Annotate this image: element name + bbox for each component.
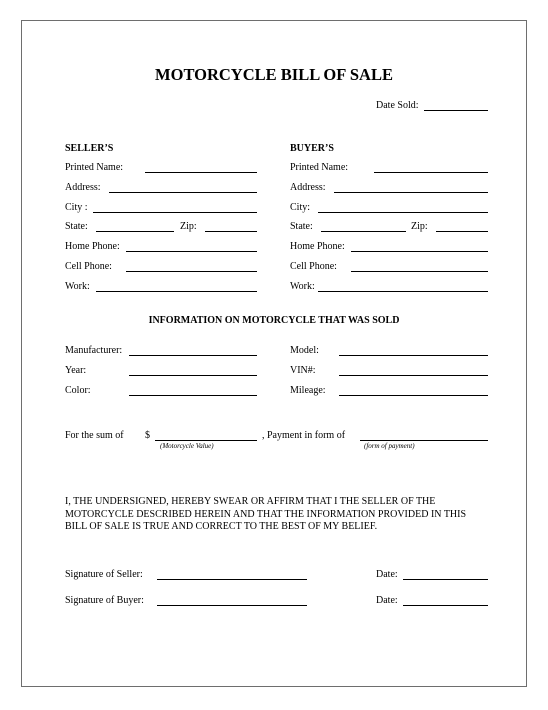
buyer-signature-field[interactable]	[157, 605, 307, 606]
seller-printed-name-field[interactable]	[145, 172, 257, 173]
payment-form-field[interactable]	[360, 440, 488, 441]
buyer-city-label: City:	[290, 202, 311, 213]
seller-home-phone-field[interactable]	[126, 251, 257, 252]
declaration-paragraph	[65, 496, 466, 534]
buyer-city-field[interactable]	[318, 212, 488, 213]
seller-home-phone-label: Home Phone:	[65, 241, 120, 252]
seller-cell-phone-field[interactable]	[126, 271, 257, 272]
seller-city-label: City :	[65, 202, 88, 213]
buyer-signature-label: Signature of Buyer:	[65, 595, 144, 606]
buyer-address-label: Address:	[290, 182, 326, 193]
year-label: Year:	[65, 365, 87, 376]
mileage-field[interactable]	[339, 395, 488, 396]
buyer-work-field[interactable]	[318, 291, 488, 292]
buyer-date-label: Date:	[376, 595, 398, 606]
buyer-work-label: Work:	[290, 281, 315, 292]
seller-state-field[interactable]	[96, 231, 174, 232]
currency-symbol: $	[145, 430, 150, 441]
manufacturer-label: Manufacturer:	[65, 345, 123, 356]
buyer-cell-phone-field[interactable]	[351, 271, 488, 272]
motorcycle-value-hint: (Motorcycle Value)	[160, 442, 214, 450]
seller-address-label: Address:	[65, 182, 101, 193]
date-sold-field[interactable]	[424, 110, 488, 111]
buyer-state-field[interactable]	[321, 231, 406, 232]
declaration-line: BILL OF SALE IS TRUE AND CORRECT TO THE BEST OF MY BELIEF.	[65, 521, 378, 533]
buyer-date-field[interactable]	[403, 605, 488, 606]
sum-label: For the sum of	[65, 430, 124, 441]
buyer-state-label: State:	[290, 221, 313, 232]
seller-work-field[interactable]	[96, 291, 257, 292]
vin-label: VIN#:	[290, 365, 316, 376]
model-label: Model:	[290, 345, 319, 356]
buyer-cell-phone-label: Cell Phone:	[290, 261, 337, 272]
model-field[interactable]	[339, 355, 488, 356]
buyer-heading: BUYER’S	[290, 143, 334, 154]
buyer-printed-name-label: Printed Name:	[290, 162, 349, 173]
buyer-address-field[interactable]	[334, 192, 488, 193]
seller-cell-phone-label: Cell Phone:	[65, 261, 112, 272]
buyer-home-phone-field[interactable]	[351, 251, 488, 252]
seller-date-field[interactable]	[403, 579, 488, 580]
buyer-zip-label: Zip:	[411, 221, 428, 232]
color-field[interactable]	[129, 395, 257, 396]
year-field[interactable]	[129, 375, 257, 376]
seller-heading: SELLER’S	[65, 143, 114, 154]
seller-address-field[interactable]	[109, 192, 257, 193]
payment-form-hint: (form of payment)	[364, 442, 415, 450]
motorcycle-info-heading: INFORMATION ON MOTORCYCLE THAT WAS SOLD	[148, 315, 400, 326]
seller-state-label: State:	[65, 221, 88, 232]
declaration-line: I, THE UNDERSIGNED, HEREBY SWEAR OR AFFIRM THAT I THE SELLER OF THE	[65, 496, 436, 507]
buyer-printed-name-field[interactable]	[374, 172, 488, 173]
seller-signature-label: Signature of Seller:	[65, 569, 143, 580]
seller-zip-label: Zip:	[180, 221, 197, 232]
vin-field[interactable]	[339, 375, 488, 376]
seller-date-label: Date:	[376, 569, 398, 580]
seller-city-field[interactable]	[93, 212, 257, 213]
seller-signature-field[interactable]	[157, 579, 307, 580]
seller-printed-name-label: Printed Name:	[65, 162, 124, 173]
seller-zip-field[interactable]	[205, 231, 257, 232]
mileage-label: Mileage:	[290, 385, 326, 396]
color-label: Color:	[65, 385, 91, 396]
date-sold-label: Date Sold:	[376, 100, 419, 111]
motorcycle-value-field[interactable]	[155, 440, 257, 441]
declaration-line: MOTORCYCLE DESCRIBED HEREIN AND THAT THE INFORMATION PROVIDED IN THIS	[65, 508, 467, 520]
seller-work-label: Work:	[65, 281, 90, 292]
buyer-home-phone-label: Home Phone:	[290, 241, 345, 252]
buyer-zip-field[interactable]	[436, 231, 488, 232]
manufacturer-field[interactable]	[129, 355, 257, 356]
document-title: MOTORCYCLE BILL OF SALE	[155, 65, 393, 84]
payment-form-label: , Payment in form of	[262, 430, 346, 441]
